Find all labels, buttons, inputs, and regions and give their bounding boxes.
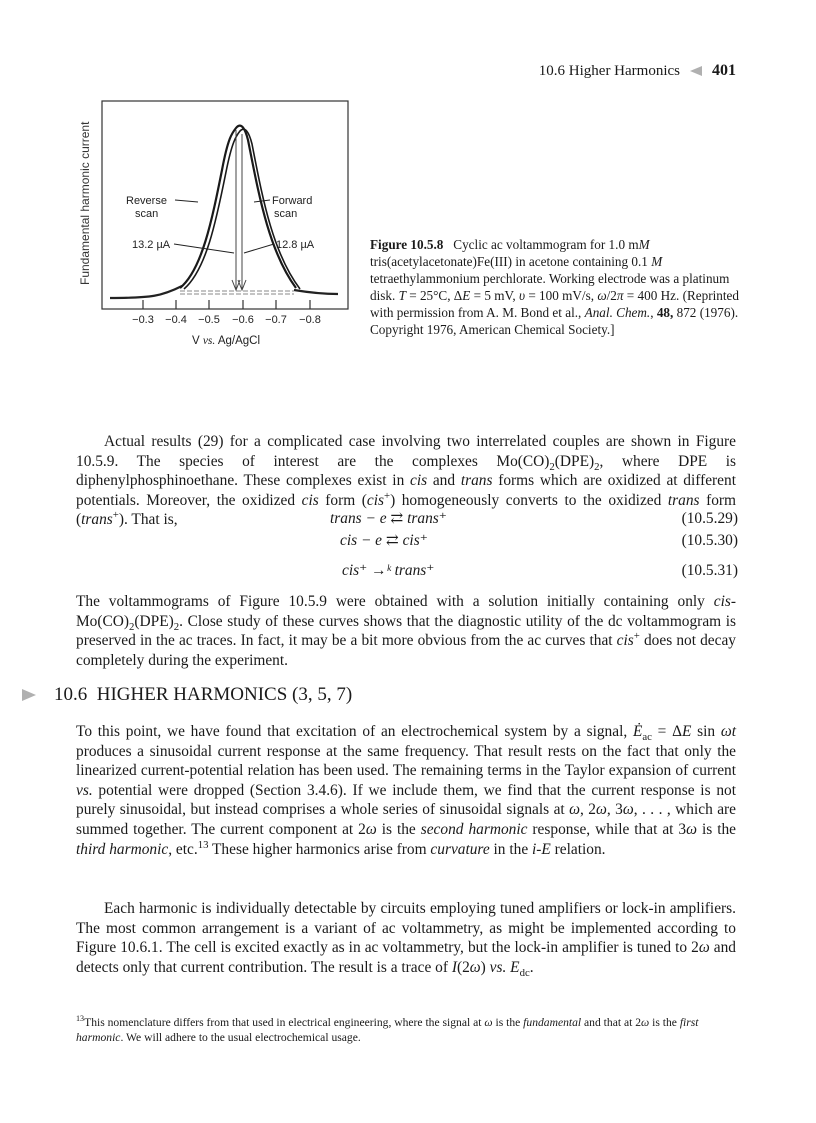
svg-text:scan: scan — [135, 208, 159, 220]
triangle-right-icon — [22, 689, 36, 701]
forward-scan-label: Forward — [272, 195, 313, 207]
svg-text:−0.7: −0.7 — [265, 314, 287, 326]
equation-10-5-31: cis⁺ →ᵏ trans⁺ (10.5.31) — [342, 562, 738, 579]
svg-text:scan: scan — [274, 208, 298, 220]
running-head — [539, 62, 736, 80]
equation-block — [300, 508, 738, 582]
svg-text:−0.8: −0.8 — [299, 314, 321, 326]
equation-10-5-30: cis − e ⇄ cis⁺ (10.5.30) — [340, 532, 738, 549]
forward-peak-label: 12.8 µA — [276, 239, 315, 251]
voltammogram-chart — [62, 100, 362, 375]
paragraph-4: Each harmonic is individually detectable by circuits employing tuned amplifiers or lock-in amplifiers. The most common arrangement is a variant of ac voltammetry, as might be implemented according to Figure 10.6.1. The cell is excited exactly as in ac voltammetry, but the lock-in amplifier is tuned to 2ω and detects only that current contribution. The result is a trace of I(2ω) vs. $E_{dc}$. — [76, 900, 737, 979]
reverse-peak-label: 13.2 µA — [132, 239, 171, 251]
figure-10-5-8 — [62, 100, 362, 375]
footnote-ref-13: 13 — [197, 838, 209, 851]
paragraph-1: Actual results (29) for a complicated case involving two interrelated couples are shown in Figure 10.5.9. The species of interest are the complexes $Mo(CO)_2(DPE)_2$, where DPE is diphenylphosphinoethane. These complexes exist in cis and trans forms which are oxidized at different potentials. Moreover, the oxidized cis form (cis+) homogeneously converts to the oxidized trans form (trans+). That is, — [76, 433, 736, 529]
y-axis-label: Fundamental harmonic current — [78, 121, 92, 285]
x-axis-label: V vs. Ag/AgCl — [191, 335, 261, 347]
svg-text:−0.5: −0.5 — [198, 314, 220, 326]
svg-text:−0.4: −0.4 — [165, 314, 187, 326]
paragraph-2: The voltammograms of Figure 10.5.9 were obtained with a solution initially containing only cis-$Mo(CO)_2(DPE)_2$. Close study of these curves shows that the diagnostic utility of the dc voltammogram is preserved in the ac traces. In fact, it may be a bit more obvious from the ac curves that cis+ does not decay completely during the experiment. — [76, 593, 736, 669]
svg-text:−0.3: −0.3 — [132, 314, 154, 326]
paragraph-3: To this point, we have found that excitation of an electrochemical system by a signal, $Ė_{ac} = \Delta E$ sin ωt produces a sinusoidal current response at the same frequency. That result rests on the fact that only the linearized current-potential relation has been used. The remaining terms in the Taylor expansion of current vs. potential were dropped (Section 3.4.6). If we include them, we find that the current response is not purely sinusoidal, but instead comprises a whole series of sinusoidal signals at ω, 2ω, 3ω, . . . , which are summed together. The current component at 2ω is the second harmonic response, while that at 3ω is the third harmonic, etc.$^{13}$ These higher harmonics arise from curvature in the i-E relation. — [76, 723, 737, 858]
section-title: HIGHER HARMONICS (3, 5, 7) — [96, 684, 353, 705]
section-number: 10.6 — [54, 684, 88, 705]
running-head-title: 10.6 Higher Harmonics — [538, 62, 680, 79]
footnote-13: $^{13}$This nomenclature differs from that used in electrical engineering, where the signal at ω is the fundamental and that at 2ω is the first harmonic. We will adhere to the usual electrochemical usage. — [76, 1014, 699, 1044]
x-tick-labels — [132, 314, 321, 326]
reverse-scan-label: Reverse — [126, 195, 167, 207]
caption-label: Figure 10.5.8 — [370, 237, 444, 252]
svg-text:−0.6: −0.6 — [232, 314, 254, 326]
equation-10-5-29: trans − e ⇄ trans⁺ (10.5.29) — [330, 510, 738, 527]
triangle-left-icon — [690, 66, 702, 76]
section-heading — [22, 684, 352, 706]
x-ticks — [143, 300, 310, 309]
figure-caption: Figure 10.5.8 Cyclic ac voltammogram for 1.0 mM tris(acetylacetonate)Fe(III) in acetone containing 0.1 M tetraethylammonium perchlorate. Working electrode was a platinum disk. T = 25°C, ΔE = 5 mV, υ = 100 mV/s, ω/2π = 400 Hz. (Reprinted with permission from A. M. Bond et al., Anal. Chem., 48, 872 (1976). Copyright 1976, American Chemical Society.] — [370, 237, 739, 337]
page-number: 401 — [712, 62, 736, 79]
